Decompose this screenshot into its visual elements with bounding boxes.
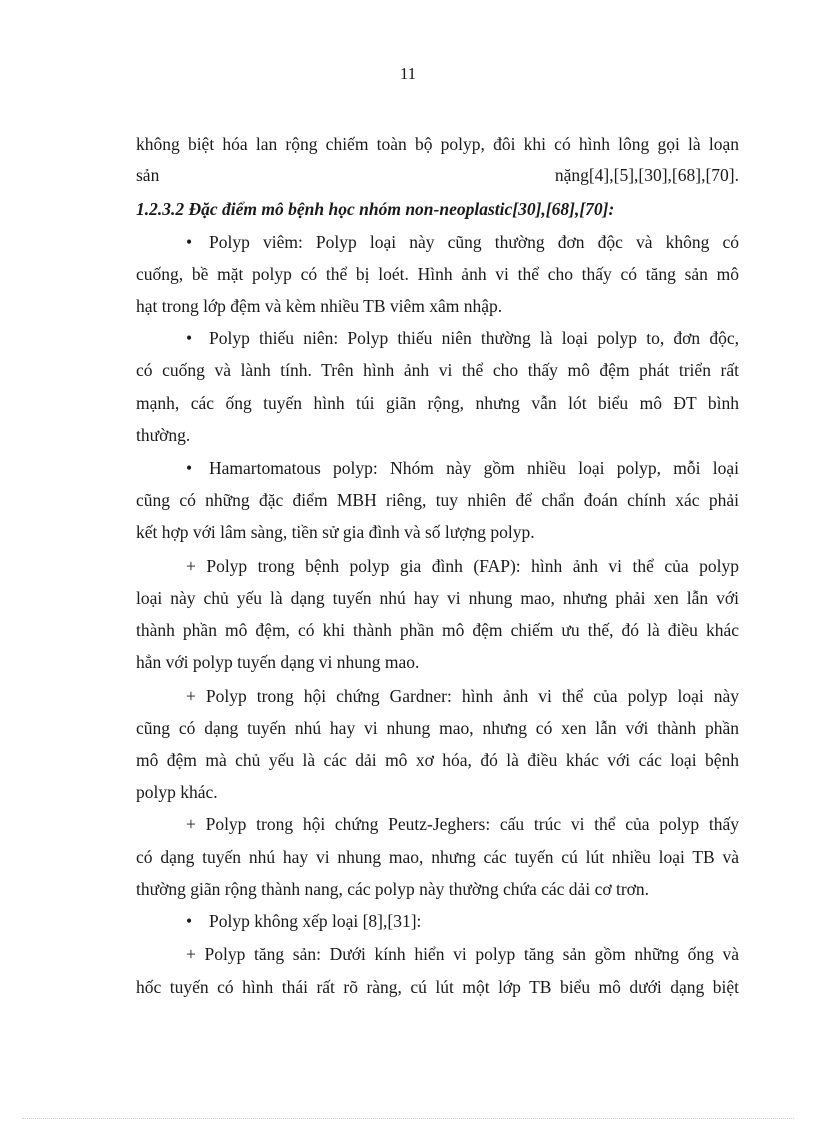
text-line xyxy=(136,164,739,186)
text-line: thường. xyxy=(136,425,191,445)
page-number: 11 xyxy=(399,64,417,83)
text-line: hẳn với polyp tuyến dạng vi nhung mao. xyxy=(136,652,420,672)
bullet-item xyxy=(186,327,739,349)
text-line: có dạng tuyến nhú hay vi nhung mao, nhưng các tuyến cú lút nhiều loại TB và xyxy=(136,847,739,867)
text-fragment: Polyp thiếu niên: Polyp thiếu niên thường là loại polyp to, đơn độc, xyxy=(209,328,739,348)
text-line: cũng có những đặc điểm MBH riêng, tuy nhiên để chẩn đoán chính xác phải xyxy=(136,490,739,510)
text-fragment: Hamartomatous polyp: Nhóm này gồm nhiều loại polyp, mỗi loại xyxy=(209,458,739,478)
text-fragment: nặng[4],[5],[30],[68],[70]. xyxy=(554,165,739,185)
text-line: loại này chủ yếu là dạng tuyến nhú hay vi nhung mao, nhưng phải xen lẫn với xyxy=(136,588,739,608)
page-footer-rule xyxy=(22,1118,794,1119)
bullet-icon: • xyxy=(186,328,193,348)
text-line: thành phần mô đệm, có khi thành phần mô đệm chiếm ưu thế, đó là điều khác xyxy=(136,620,739,640)
bullet-item xyxy=(186,231,739,253)
text-fragment: Polyp không xếp loại [8],[31]: xyxy=(209,911,422,931)
text-line: không biệt hóa lan rộng chiếm toàn bộ polyp, đôi khi có hình lông gọi là loạn xyxy=(136,134,739,154)
text-line: cũng có dạng tuyến nhú hay vi nhung mao, nhưng có xen lẫn với thành phần xyxy=(136,718,739,738)
text-line: + Polyp trong hội chứng Peutz-Jeghers: cấu trúc vi thể của polyp thấy xyxy=(186,814,739,834)
text-line: mô đệm mà chủ yếu là các dải mô xơ hóa, đó là điều khác với các loại bệnh xyxy=(136,750,739,770)
bullet-icon: • xyxy=(186,911,193,931)
text-line: mạnh, các ống tuyến hình túi giãn rộng, nhưng vẫn lót biểu mô ĐT bình xyxy=(136,393,739,413)
bullet-icon: • xyxy=(186,458,193,478)
text-line: thường giãn rộng thành nang, các polyp này thường chứa các dải cơ trơn. xyxy=(136,879,650,899)
text-line: + Polyp trong bệnh polyp gia đình (FAP): hình ảnh vi thể của polyp xyxy=(186,556,739,576)
bullet-icon: • xyxy=(186,232,193,252)
bullet-item xyxy=(186,457,739,479)
section-heading: 1.2.3.2 Đặc điểm mô bệnh học nhóm non-neoplastic[30],[68],[70]: xyxy=(136,199,615,219)
text-line: hạt trong lớp đệm và kèm nhiều TB viêm xâm nhập. xyxy=(136,296,503,316)
text-line: có cuống và lành tính. Trên hình ảnh vi thể cho thấy mô đệm phát triển rất xyxy=(136,360,739,380)
text-line: cuống, bề mặt polyp có thể bị loét. Hình ảnh vi thể cho thấy có tăng sản mô xyxy=(136,264,739,284)
text-fragment: sản xyxy=(136,165,160,185)
bullet-item xyxy=(186,910,739,932)
text-line: + Polyp trong hội chứng Gardner: hình ảnh vi thể của polyp loại này xyxy=(186,686,739,706)
text-fragment: Polyp viêm: Polyp loại này cũng thường đơn độc và không có xyxy=(209,232,739,252)
text-line: hốc tuyến có hình thái rất rõ ràng, cú lút một lớp TB biểu mô dưới dạng biệt xyxy=(136,977,739,997)
text-line: kết hợp với lâm sàng, tiền sử gia đình và số lượng polyp. xyxy=(136,522,535,542)
text-line: + Polyp tăng sản: Dưới kính hiển vi polyp tăng sản gồm những ống và xyxy=(186,944,739,964)
text-line: polyp khác. xyxy=(136,782,218,802)
